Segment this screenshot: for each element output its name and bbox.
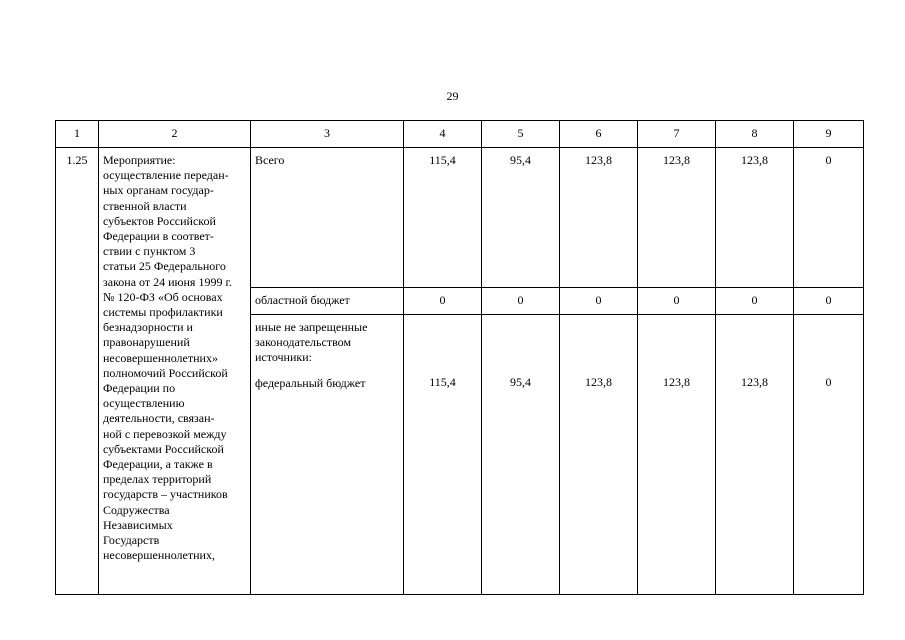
value-regional-col8: 0 — [716, 288, 794, 315]
description-line: полномочий Российской — [103, 365, 228, 380]
row-description-cell — [99, 148, 251, 595]
federal-budget-label: федеральный бюджет — [255, 375, 366, 390]
description-line: Федерации, а также в — [103, 457, 213, 472]
value-regional-col9: 0 — [794, 288, 864, 315]
header-cell-col6: 6 — [560, 121, 638, 148]
description-line: Мероприятие: — [103, 153, 176, 167]
table-header-row — [56, 121, 864, 148]
header-cell-col2: 2 — [99, 121, 251, 148]
value-total-col8: 123,8 — [716, 148, 794, 288]
description-line: ной с перевозкой между — [103, 426, 227, 441]
budget-table — [55, 120, 864, 595]
header-cell-col5: 5 — [482, 121, 560, 148]
description-line: закона от 24 июня 1999 г. — [103, 274, 233, 289]
description-line: Государств — [103, 533, 160, 548]
value-regional-col4: 0 — [404, 288, 482, 315]
header-cell-col9: 9 — [794, 121, 864, 148]
header-cell-col4: 4 — [404, 121, 482, 148]
description-line: ственной власти — [103, 198, 187, 213]
value-federal-col4: 115,4 — [429, 375, 456, 389]
description-line: субъектами Российской — [103, 441, 224, 456]
description-line: деятельности, связан- — [103, 411, 215, 426]
description-line: несовершеннолетних» — [103, 350, 218, 365]
value-total-col6: 123,8 — [560, 148, 638, 288]
description-line: правонарушений — [103, 335, 190, 350]
description-line: субъектов Российской — [103, 213, 216, 228]
value-total-col4: 115,4 — [404, 148, 482, 288]
description-line: несовершеннолетних, — [103, 548, 215, 563]
page-number: 29 — [446, 89, 459, 103]
description-line: ствии с пунктом 3 — [103, 244, 196, 259]
description-line: Содружества — [103, 502, 170, 517]
value-federal-col7-cell — [638, 315, 716, 595]
value-federal-col6: 123,8 — [585, 375, 612, 389]
other-sources-line: источники: — [255, 350, 312, 365]
description-line: осуществление передан- — [103, 168, 229, 183]
value-total-col9: 0 — [794, 148, 864, 288]
row-index-cell: 1.25 — [56, 148, 99, 595]
value-federal-col5-cell — [482, 315, 560, 595]
description-line: системы профилактики — [103, 305, 223, 320]
header-cell-col3: 3 — [251, 121, 404, 148]
other-sources-line: законодательством — [255, 335, 352, 350]
description-line: безнадзорности и — [103, 320, 193, 335]
value-federal-col8-cell — [716, 315, 794, 595]
source-label-regional: областной бюджет — [251, 288, 404, 315]
description-line: Независимых — [103, 517, 173, 532]
value-regional-col6: 0 — [560, 288, 638, 315]
header-cell-col8: 8 — [716, 121, 794, 148]
description-line: Федерации в соответ- — [103, 229, 214, 244]
value-federal-col5: 95,4 — [510, 375, 531, 389]
other-sources-line: иные не запрещенные — [255, 320, 368, 334]
value-federal-col4-cell — [404, 315, 482, 595]
value-federal-col9: 0 — [825, 375, 832, 389]
value-federal-col8: 123,8 — [741, 375, 768, 389]
description-line: государств – участников — [103, 487, 228, 502]
description-line: статьи 25 Федерального — [103, 259, 226, 274]
source-label-total: Всего — [251, 148, 404, 288]
value-federal-col7: 123,8 — [663, 375, 690, 389]
table-row-total — [56, 148, 864, 288]
description-line: ных органам государ- — [103, 183, 214, 198]
value-federal-col6-cell — [560, 315, 638, 595]
value-regional-col5: 0 — [482, 288, 560, 315]
header-cell-col7: 7 — [638, 121, 716, 148]
description-line: № 120-ФЗ «Об основах — [103, 289, 223, 304]
value-total-col7: 123,8 — [638, 148, 716, 288]
header-cell-col1: 1 — [56, 121, 99, 148]
source-label-other — [251, 315, 404, 595]
value-federal-col9-cell — [794, 315, 864, 595]
description-line: Федерации по — [103, 381, 176, 396]
value-total-col5: 95,4 — [482, 148, 560, 288]
description-line: осуществлению — [103, 396, 185, 411]
value-regional-col7: 0 — [638, 288, 716, 315]
description-line: пределах территорий — [103, 472, 212, 487]
